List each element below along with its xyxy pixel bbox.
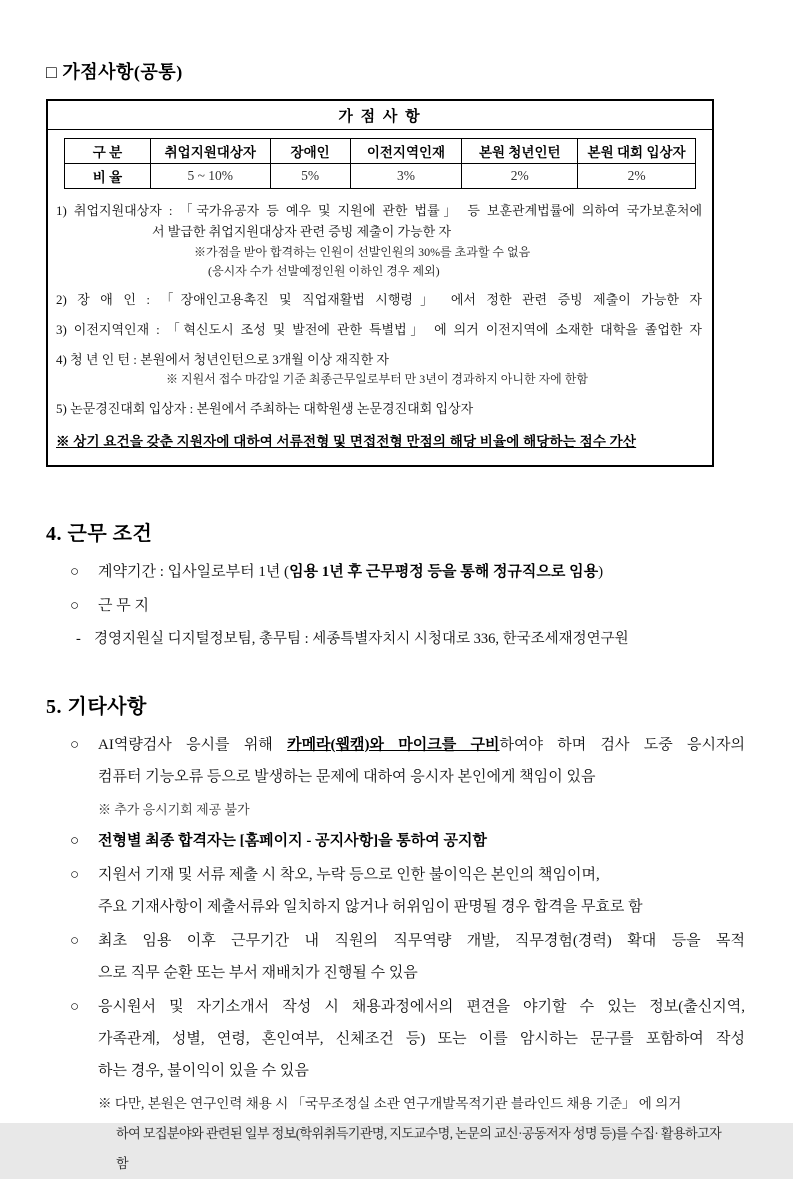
ai-retry-note: ※ 추가 응시기회 제공 불가 bbox=[98, 801, 250, 817]
blind-hiring-line1: 응시원서 및 자기소개서 작성 시 채용과정에서의 편견을 야기할 수 있는 정보(출신지역, bbox=[98, 998, 745, 1015]
circle-bullet: ○ bbox=[70, 998, 80, 1015]
col-header-employment-support: 취업지원대상자 bbox=[150, 139, 270, 164]
col-header-disabled: 장애인 bbox=[270, 139, 350, 164]
circle-bullet: ○ bbox=[70, 563, 80, 580]
note-youth-intern bbox=[56, 350, 702, 390]
blind-hiring-line2: 가족관계, 성별, 연령, 혼인여부, 신체조건 등) 또는 이를 암시하는 문구를 포함하여 작성 bbox=[98, 1030, 745, 1047]
dash-bullet: - bbox=[76, 630, 81, 647]
work-location-item bbox=[70, 590, 745, 622]
col-header-youth-intern: 본원 청년인턴 bbox=[462, 139, 578, 164]
col-header-contest-winner: 본원 대회 입상자 bbox=[578, 139, 696, 164]
note-subline: (응시자 수가 선발예정인원 이하인 경우 제외) bbox=[208, 263, 440, 278]
table-rate-row bbox=[65, 164, 696, 189]
ai-test-item bbox=[70, 729, 745, 793]
application-error-line1: 지원서 기재 및 서류 제출 시 착오, 누락 등으로 인한 불이익은 본인의 책임이며, bbox=[98, 866, 600, 883]
application-error-text bbox=[98, 859, 745, 923]
blind-hiring-text bbox=[98, 991, 745, 1087]
bonus-rate-table bbox=[64, 138, 696, 189]
note-line: 서 발급한 취업지원대상자 관련 증빙 제출이 가능한 자 bbox=[152, 223, 452, 239]
table-header-row bbox=[65, 139, 696, 164]
col-header-category: 구 분 bbox=[65, 139, 151, 164]
contract-text-bold: 임용 1년 후 근무평정 등을 통해 정규직으로 임용 bbox=[289, 563, 599, 580]
col-header-relocated-region: 이전지역인재 bbox=[350, 139, 462, 164]
bonus-table-caption: 가 점 사 항 bbox=[48, 101, 712, 130]
bonus-notes bbox=[48, 191, 712, 465]
rate-cell: 2% bbox=[578, 164, 696, 189]
rate-cell: 5% bbox=[270, 164, 350, 189]
ai-test-text bbox=[98, 729, 745, 793]
note-contest-winner: 5) 논문경진대회 입상자 : 본원에서 주최하는 대학원생 논문경진대회 입상자 bbox=[56, 400, 474, 416]
bonus-footnote: ※ 상기 요건을 갖춘 지원자에 대하여 서류전형 및 면접전형 만점의 해당 비율에 해당하는 점수 가산 bbox=[56, 434, 637, 450]
blind-note-line2: 하여 모집분야와 관련된 일부 정보(학위취득기관명, 지도교수명, 논문의 교신·공동저자 성명 등)를 수집· 활용하고자 함 bbox=[116, 1125, 722, 1171]
blind-hiring-item bbox=[70, 991, 745, 1087]
blind-hiring-line3: 하는 경우, 불이익이 있을 수 있음 bbox=[98, 1062, 309, 1079]
announcement-text: 전형별 최종 합격자는 [홈페이지 - 공지사항]을 통하여 공지함 bbox=[98, 832, 487, 849]
contract-text-post: ) bbox=[598, 563, 604, 580]
blind-hiring-note bbox=[98, 1089, 745, 1179]
circle-bullet: ○ bbox=[70, 597, 80, 614]
section5-heading: 5. 기타사항 bbox=[46, 695, 147, 718]
note-line: 1) 취업지원대상자 : 「국가유공자 등 예우 및 지원에 관한 법률」 등 보훈관계법률에 의하여 국가보훈처에 bbox=[56, 203, 702, 218]
note-relocated-region: 3) 이전지역인재 : 「혁신도시 조성 및 발전에 관한 특별법」 에 의거 이전지역에 소재한 대학을 졸업한 자 bbox=[56, 321, 702, 337]
section5-body bbox=[46, 729, 745, 1179]
circle-bullet: ○ bbox=[70, 866, 80, 883]
application-error-line2: 주요 기재사항이 제출서류와 일치하지 않거나 허위임이 판명될 경우 합격을 무효로 함 bbox=[98, 898, 643, 915]
note-line: 4) 청 년 인 턴 : 본원에서 청년인턴으로 3개월 이상 재직한 자 bbox=[56, 351, 389, 367]
work-location-label: 근 무 지 bbox=[98, 597, 149, 614]
ai-text-pre: AI역량검사 응시를 위해 bbox=[98, 736, 288, 753]
rate-cell: 3% bbox=[350, 164, 462, 189]
section-working-conditions bbox=[46, 517, 745, 654]
rate-cell: 5 ~ 10% bbox=[150, 164, 270, 189]
job-rotation-text bbox=[98, 925, 745, 989]
ai-text-bold-underline: 카메라(웹캠)와 마이크를 구비 bbox=[287, 736, 500, 753]
contract-period-item bbox=[70, 556, 745, 588]
announcement-item bbox=[70, 825, 745, 857]
circle-bullet: ○ bbox=[70, 932, 80, 949]
row-header-rate: 비 율 bbox=[65, 164, 151, 189]
job-rotation-line1: 최초 임용 이후 근무기간 내 직원의 직무역량 개발, 직무경험(경력) 확대 등을 목적 bbox=[98, 932, 745, 949]
note-employment-support bbox=[56, 201, 702, 281]
application-error-item bbox=[70, 859, 745, 923]
ai-text-line2: 컴퓨터 기능오류 등으로 발생하는 문제에 대하여 응시자 본인에게 책임이 있음 bbox=[98, 768, 596, 785]
blind-note-line1: ※ 다만, 본원은 연구인력 채용 시 「국무조정실 소관 연구개발목적기관 블라인드 채용 기준」 에 의거 bbox=[98, 1095, 682, 1111]
note-subline: ※ 지원서 접수 마감일 기준 최종근무일로부터 만 3년이 경과하지 아니한 자에 한함 bbox=[166, 372, 588, 387]
job-rotation-line2: 으로 직무 순환 또는 부서 재배치가 진행될 수 있음 bbox=[98, 964, 418, 981]
section4-heading: 4. 근무 조건 bbox=[46, 522, 153, 545]
bonus-table-box bbox=[46, 99, 714, 467]
contract-period-text bbox=[98, 556, 745, 588]
bonus-section-title: □ 가점사항(공통) bbox=[46, 62, 183, 82]
job-rotation-item bbox=[70, 925, 745, 989]
section4-body bbox=[46, 556, 745, 654]
ai-text-post: 하여야 하며 검사 도중 응시자의 bbox=[499, 736, 745, 753]
work-location-detail: 경영지원실 디지털정보팀, 총무팀 : 세종특별자치시 시청대로 336, 한국조세재정연구원 bbox=[94, 630, 629, 647]
rate-cell: 2% bbox=[462, 164, 578, 189]
note-subline: ※가점을 받아 합격하는 인원이 선발인원의 30%를 초과할 수 없음 bbox=[194, 244, 531, 259]
note-disabled: 2) 장 애 인 : 「장애인고용촉진 및 직업재활법 시행령」 에서 정한 관련 증빙 제출이 가능한 자 bbox=[56, 291, 702, 307]
section-other-matters bbox=[46, 690, 745, 1179]
circle-bullet: ○ bbox=[70, 736, 80, 753]
contract-text-pre: 계약기간 : 입사일로부터 1년 ( bbox=[98, 563, 290, 580]
circle-bullet: ○ bbox=[70, 832, 80, 849]
work-location-detail-item bbox=[76, 624, 745, 654]
